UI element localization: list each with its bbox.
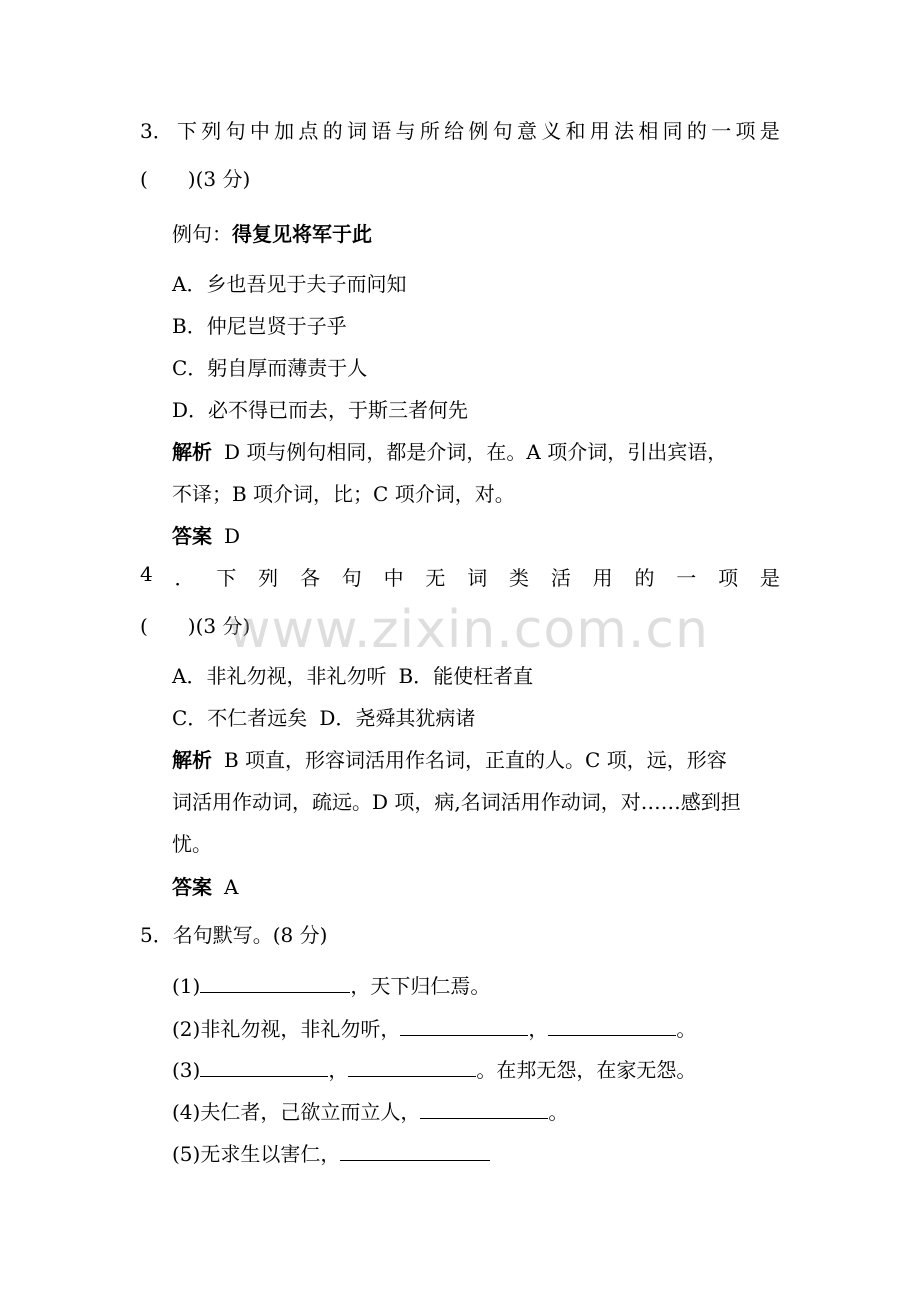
heading-char: 和 (565, 119, 586, 143)
heading-char: 义 (541, 119, 562, 143)
q5-item-2 (172, 1013, 696, 1042)
q3-analysis-line-1 (172, 436, 727, 465)
heading-char: 语 (371, 119, 392, 143)
q4-heading (140, 562, 780, 591)
q4-option-d: D．尧舜其犹病诸 (319, 706, 476, 730)
fill-blank[interactable] (400, 1017, 528, 1036)
q4-answer (172, 871, 238, 900)
heading-char: 一 (711, 119, 732, 143)
q5-item-3 (172, 1054, 696, 1083)
heading-char: 与 (395, 119, 416, 143)
fill-blank[interactable] (340, 1142, 490, 1161)
q3-paren-score: ( )(3 分) (140, 167, 251, 191)
fill-blank[interactable] (420, 1100, 548, 1119)
item-text: ，天下归仁焉。 (350, 974, 491, 998)
heading-char: 所 (419, 119, 440, 143)
answer-label: 答案 (172, 875, 212, 899)
heading-char: 法 (614, 119, 635, 143)
heading-char: 例 (468, 119, 489, 143)
heading-char: 的 (686, 119, 707, 143)
heading-char: 类 (509, 566, 530, 590)
heading-char: 项 (718, 566, 739, 590)
analysis-text: D 项与例句相同，都是介词，在。A 项介词，引出宾语， (224, 440, 728, 464)
heading-char: 中 (249, 119, 270, 143)
example-label: 例句： (172, 222, 232, 246)
heading-char: 用 (589, 119, 610, 143)
fill-blank[interactable] (348, 1058, 476, 1077)
q3-analysis-line-2: 不译；B 项介词，比；C 项介词，对。 (172, 482, 515, 506)
heading-char: 一 (676, 566, 697, 590)
heading-char: 点 (298, 119, 319, 143)
q5-item-5 (172, 1138, 490, 1167)
q3-option-c: C．躬自厚而薄责于人 (172, 356, 368, 380)
analysis-text: B 项直，形容词活用作名词，正直的人。C 项，远，形容 (224, 748, 727, 772)
fill-blank[interactable] (200, 974, 350, 993)
q3-option-d: D．必不得已而去，于斯三者何先 (172, 398, 469, 422)
heading-char: 4 (140, 562, 153, 586)
heading-char: 下 (216, 566, 237, 590)
q4-analysis-line-3: 忧。 (172, 832, 212, 856)
answer-value: D (224, 524, 241, 548)
item-number: (2) (172, 1017, 201, 1041)
q4-options-row-1 (172, 660, 533, 689)
heading-char: 各 (299, 566, 320, 590)
heading-char: 无 (425, 566, 446, 590)
item-text: 。 (548, 1100, 569, 1124)
heading-char: 加 (274, 119, 295, 143)
item-text: ， (328, 1058, 349, 1082)
heading-char: 列 (258, 566, 279, 590)
item-text: 。在邦无怨，在家无怨。 (476, 1058, 697, 1082)
heading-char: 句 (492, 119, 513, 143)
q4-option-a: A．非礼勿视，非礼勿听 (172, 664, 387, 688)
heading-char: 词 (346, 119, 367, 143)
q4-option-b: B．能使枉者直 (398, 664, 534, 688)
heading-char: 句 (341, 566, 362, 590)
fill-blank[interactable] (200, 1058, 328, 1077)
item-number: (1) (172, 974, 201, 998)
item-number: (3) (172, 1058, 201, 1082)
heading-char: ． (174, 566, 195, 590)
answer-value: A (224, 875, 239, 899)
heading-char: 词 (467, 566, 488, 590)
q3-example (172, 218, 372, 247)
q5-item-4 (172, 1096, 568, 1125)
q4-paren-score: ( )(3 分) (140, 614, 251, 638)
heading-char: 是 (759, 119, 780, 143)
item-number: (5) (172, 1142, 201, 1166)
heading-char: 列 (201, 119, 222, 143)
q5-title: 5．名句默写。(8 分) (140, 923, 328, 947)
item-number: (4) (172, 1100, 201, 1124)
heading-char: 项 (735, 119, 756, 143)
q3-answer (172, 520, 240, 549)
heading-char: 的 (322, 119, 343, 143)
q4-options-row-2 (172, 702, 475, 731)
heading-char: 意 (516, 119, 537, 143)
heading-char: 中 (383, 566, 404, 590)
item-text: 非礼勿视，非礼勿听， (200, 1017, 401, 1041)
heading-char: 3． (140, 119, 173, 143)
analysis-label: 解析 (172, 748, 212, 772)
heading-char: 活 (550, 566, 571, 590)
q4-analysis-line-2: 词活用作动词，疏远。D 项，病,名词活用作动词，对……感到担 (172, 790, 741, 814)
heading-char: 同 (662, 119, 683, 143)
heading-char: 用 (592, 566, 613, 590)
q4-option-c: C．不仁者远矣 (172, 706, 308, 730)
watermark: www.zixin.com.cn (228, 600, 709, 660)
item-text: ， (528, 1017, 549, 1041)
item-text: 。 (676, 1017, 697, 1041)
answer-label: 答案 (172, 524, 212, 548)
heading-char: 下 (177, 119, 198, 143)
heading-char: 的 (634, 566, 655, 590)
analysis-label: 解析 (172, 440, 212, 464)
heading-char: 给 (444, 119, 465, 143)
q3-option-a: A．乡也吾见于夫子而问知 (172, 272, 407, 296)
q3-option-b: B．仲尼岂贤于子乎 (172, 314, 347, 338)
heading-char: 是 (759, 566, 780, 590)
q5-item-1 (172, 970, 490, 999)
item-text: 无求生以害仁， (200, 1142, 341, 1166)
fill-blank[interactable] (548, 1017, 676, 1036)
heading-char: 相 (638, 119, 659, 143)
heading-char: 句 (225, 119, 246, 143)
item-text: 夫仁者，己欲立而立人， (200, 1100, 421, 1124)
example-sentence: 得复见将军于此 (232, 222, 372, 246)
q4-analysis-line-1 (172, 744, 727, 773)
q3-heading (140, 115, 780, 144)
